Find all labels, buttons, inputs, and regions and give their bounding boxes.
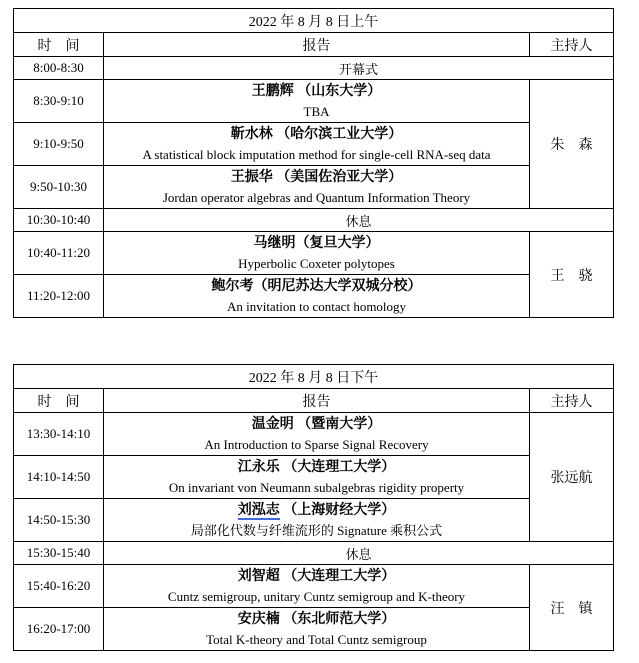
column-header-time: 时 间 [14, 33, 104, 57]
morning-schedule-table [13, 8, 614, 318]
speaker-line [106, 501, 527, 521]
report-cell [104, 232, 530, 275]
speaker-name: 王振华 （美国佐治亚大学） [230, 169, 403, 185]
break-cell: 休息 [104, 209, 614, 232]
time-cell: 14:10-14:50 [14, 456, 104, 499]
column-header-host: 主持人 [530, 389, 614, 413]
speaker-name: 王鹏辉 （山东大学） [251, 83, 382, 99]
report-cell [104, 608, 530, 651]
speaker-name: 温金明 （暨南大学） [251, 416, 382, 432]
talk-title: A statistical block imputation method for single-cell RNA-seq data [142, 146, 491, 162]
talk-title: An invitation to contact homology [226, 298, 407, 314]
time-cell: 11:20-12:00 [14, 275, 104, 318]
column-header-report: 报告 [104, 389, 530, 413]
talk-title: 局部化代数与纤维流形的 Signature 乘积公式 [190, 522, 443, 538]
time-cell: 16:20-17:00 [14, 608, 104, 651]
break-cell: 休息 [104, 542, 614, 565]
afternoon-schedule-table [13, 364, 614, 651]
speaker-name: 江永乐 （大连理工大学） [237, 459, 396, 475]
talk-title: TBA [303, 103, 330, 119]
schedule-title-afternoon: 2022 年 8 月 8 日下午 [14, 365, 614, 389]
report-cell [104, 275, 530, 318]
speaker-name-link[interactable]: 刘泓志 [237, 502, 280, 518]
report-cell [104, 123, 530, 166]
host-cell: 汪 镇 [530, 565, 614, 651]
column-header-time: 时 间 [14, 389, 104, 413]
talk-title: Jordan operator algebras and Quantum Information Theory [162, 189, 471, 205]
column-header-host: 主持人 [530, 33, 614, 57]
talk-title: An Introduction to Sparse Signal Recovery [204, 436, 429, 452]
host-cell: 朱 森 [530, 80, 614, 209]
speaker-name: 马继明（复旦大学） [253, 235, 380, 251]
column-header-report: 报告 [104, 33, 530, 57]
time-cell: 15:30-15:40 [14, 542, 104, 565]
time-cell: 10:40-11:20 [14, 232, 104, 275]
speaker-name: 靳水林 （哈尔滨工业大学） [230, 126, 403, 142]
report-cell [104, 456, 530, 499]
time-cell: 14:50-15:30 [14, 499, 104, 542]
time-cell: 8:30-9:10 [14, 80, 104, 123]
report-cell [104, 565, 530, 608]
host-cell: 王 骁 [530, 232, 614, 318]
speaker-name: 刘智超 （大连理工大学） [237, 568, 396, 584]
time-cell: 9:50-10:30 [14, 166, 104, 209]
talk-title: Hyperbolic Coxeter polytopes [238, 255, 395, 271]
report-cell [104, 413, 530, 456]
host-cell: 张远航 [530, 413, 614, 542]
speaker-name: 鲍尔考（明尼苏达大学双城分校） [211, 278, 422, 294]
time-cell: 13:30-14:10 [14, 413, 104, 456]
speaker-affiliation: （上海财经大学） [279, 502, 396, 518]
time-cell: 8:00-8:30 [14, 57, 104, 80]
opening-ceremony-cell: 开幕式 [104, 57, 614, 80]
report-cell [104, 80, 530, 123]
time-cell: 9:10-9:50 [14, 123, 104, 166]
talk-title: Total K-theory and Total Cuntz semigroup [206, 631, 427, 647]
time-cell: 10:30-10:40 [14, 209, 104, 232]
time-cell: 15:40-16:20 [14, 565, 104, 608]
report-cell [104, 499, 530, 542]
talk-title: Cuntz semigroup, unitary Cuntz semigroup and K-theory [167, 588, 466, 604]
talk-title: On invariant von Neumann subalgebras rigidity property [168, 479, 465, 495]
speaker-name: 安庆楠 （东北师范大学） [237, 611, 396, 627]
schedule-title-morning: 2022 年 8 月 8 日上午 [14, 9, 614, 33]
report-cell [104, 166, 530, 209]
